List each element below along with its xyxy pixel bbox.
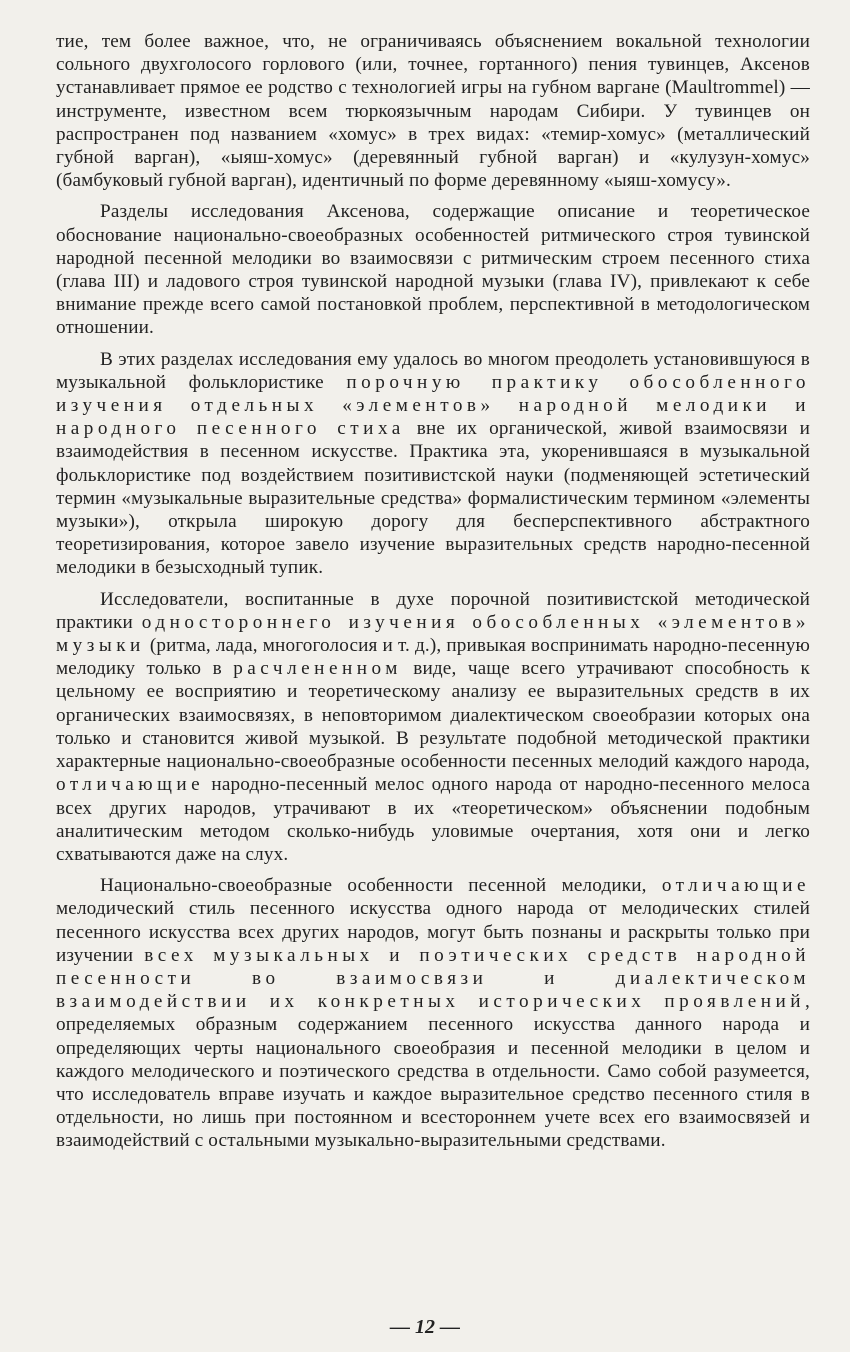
paragraph-3 [56,348,810,580]
spaced-emphasis-text: расчлененном [233,658,402,680]
spaced-emphasis-text: всех музыкальных и поэтических средств народной песенности во взаимосвязи и диалектическом взаимодействии их конкретных исторических проявлений [56,944,810,1013]
paragraph-text: народно-песенный мелос одного народа от народно-песенного мелоса всех других народов, утрачивают в их «теоретическом» объяснении подобным аналитическим методом сколько-нибудь уловимые очертания, хотя они и легко схватываются даже на слух. [56,774,810,865]
paragraph-text: Исследователи, воспитанные в духе порочной позитивистской методической практики [56,588,810,633]
spaced-emphasis-text: одностороннего изучения обособленных «элементов» музыки [56,611,810,657]
paragraph-1 [56,30,810,192]
spaced-emphasis-text: отличающие [661,875,810,897]
spaced-emphasis-text: порочную практику обособленного изучения отдельных «элементов» народной мелодики и народного песенного стиха [56,371,810,440]
body-text [56,30,810,1161]
paragraph-text: , определяемых образным содержанием песенного искусства данного народа и определяющих черты национального своеобразия и песенной мелодики в целом и каждого мелодического и поэтического средства в отдельности. Само собой разумеется, что исследователь вправе изучать и каждое выразительное средство песенного стиля в отдельности, но лишь при постоянном и всестороннем учете всех его взаимосвязей и взаимодействий с остальными музыкально-выразительными средствами. [56,991,810,1152]
paragraph-4 [56,588,810,866]
paragraph-text: Национально-своеобразные особенности песенной мелодики, [100,875,662,897]
paragraph-text: (ритма, лада, многоголосия и т. д.), привыкая воспринимать народно-песенную мелодику только в [56,635,810,680]
spaced-emphasis-text: отличающие [56,774,205,796]
paragraph-5 [56,874,810,1152]
paragraph-text: Разделы исследования Аксенова, содержащие описание и теоретическое обоснование национально-своеобразных особенностей ритмического строя тувинской народной песенной мелодики во взаимосвязи с ритмическим строем песенного стиха (глава III) и ладового строя тувинской народной музыки (глава IV), привлекают к себе внимание прежде всего самой постановкой проблем, перспективной в методологическом отношении. [56,201,810,339]
page-number: — 12 — [390,1316,460,1338]
paragraph-2 [56,200,810,339]
paragraph-text: В этих разделах исследования ему удалось во многом преодолеть установившуюся в музыкальной фольклористике [56,348,810,393]
paragraph-text: мелодический стиль песенного искусства одного народа от мелодических стилей песенного искусства всех других народов, могут быть познаны и раскрыты только при изучении [56,898,810,966]
paragraph-text: виде, чаще всего утрачивают способность к цельному ее восприятию и теоретическому анализу ее выразительных средств в их органических взаимосвязях, в неповторимом диалектическом своеобразии которых она только и становится живой музыкой. В результате подобной методической практики характерные национально-своеобразные особенности песенных мелодий каждого народа, [56,658,810,773]
paragraph-text: тие, тем более важное, что, не ограничиваясь объяснением вокальной технологии сольного двухголосого горлового (или, точнее, гортанного) пения тувинцев, Аксенов устанавливает прямое ее родство с технологией игры на губном варгане (Maultrommel) — инструменте, известном всем тюркоязычным народам Сибири. У тувинцев он распространен под названием «хомус» в трех видах: «темир-хомус» (металлический губной варган), «ыяш-хомус» (деревянный губной варган) и «кулузун-хомус» (бамбуковый губной варган), идентичный по форме деревянному «ыяш-хомусу». [56,31,810,192]
paragraph-text: вне их органической, живой взаимосвязи и взаимодействия в песенном искусстве. Практика эта, укоренившаяся в музыкальной фольклористике под воздействием позитивистской науки (подменяющей эстетический термин «музыкальные выразительные средства» формалистическим термином «элементы музыки»), открыла широкую дорогу для бесперспективного абстрактного теоретизирования, которое завело изучение выразительных средств народно-песенной мелодики в безысходный тупик. [56,418,810,579]
